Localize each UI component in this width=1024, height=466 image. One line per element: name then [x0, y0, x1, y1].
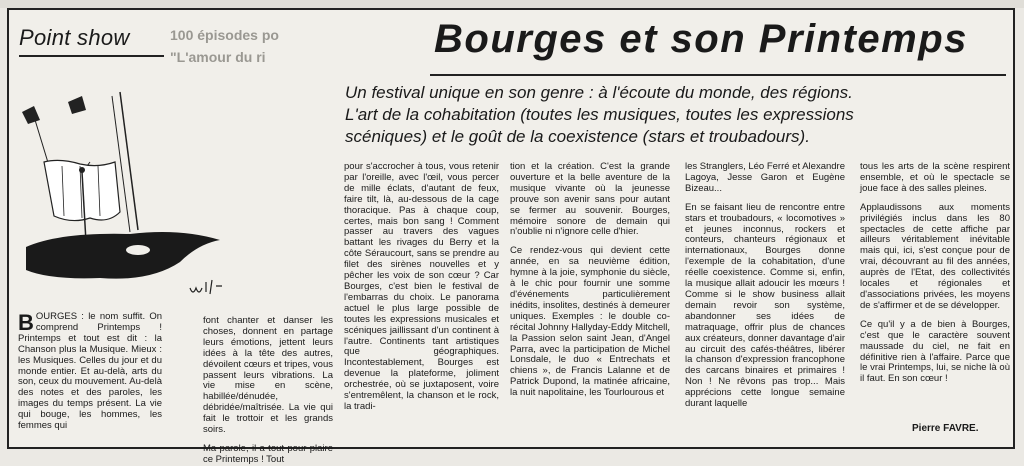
- adjacent-article-fragment: [170, 24, 345, 90]
- body-column-6: [860, 162, 1010, 418]
- body-column-3: [344, 162, 499, 440]
- adjacent-fragment-line: 100 épisodes po: [170, 27, 279, 43]
- body-paragraph: les Stranglers, Léo Ferré et Alexandre Lagoya, Jesse Garon et Eugène Bizeau...: [685, 161, 846, 194]
- drop-cap: B: [18, 310, 34, 335]
- illustrator-signature: [190, 280, 222, 294]
- body-column-1: [18, 312, 162, 438]
- body-paragraph: [18, 312, 162, 432]
- body-paragraph: Applaudissons aux moments privilégiés inclus dans les 80 spectacles de cette affiche par ailleurs véritablement inévitable mais qui, ici, s'est conçue pour de vrai, découvrant au fil des années, auprès de l'Etat, des collectivités locales et régionales et d'associations privées, les moyens de s'affirmer et de se développer.: [860, 201, 1010, 311]
- body-paragraph: Ce qu'il y a de bien à Bourges, c'est que le caractère souvent maussade du ciel, ne fait en définitive rien à l'affaire. Parce que le vrai Printemps, lui, se niche là où il faut. En son cœur !: [860, 318, 1010, 385]
- standfirst-line: L'art de la cohabitation (toutes les musiques, toutes les expressions: [345, 105, 854, 124]
- body-column-2: [203, 315, 333, 465]
- guitar-neck: [120, 92, 138, 230]
- body-column-4: [510, 162, 670, 440]
- microphone-icon: [79, 167, 85, 173]
- section-rubric: [19, 25, 164, 57]
- body-paragraph: pour s'accrocher à tous, vous retenir par l'oreille, avec l'œil, vous percer de mille éclats, d'autant de feux, faire tilt, là, au-dessous de la cage thoracique. Pas à chaque coup, certes, mais bon sang ! Comment passer au travers des vagues battant les rivages du Berry et la côte Séraucourt, sans se prendre au filet des sirènes nouvelles et y pêcher les voix de son cœur ? Car Bourges, c'est bien le festival de l'embarras du choix. Le panorama actuel le plus large possible de toutes les expressions musicales et scéniques jaillissant d'un continent à l'autre. Continents tant artistiques que géographiques. Incontestablement, Bourges est devenue la plateforme, joliment orchestrée, où se juxtaposent, voire s'entremêlent, la chanson et le rock, la tradi-: [344, 161, 499, 412]
- standfirst-line: scéniques) et le goût de la coexistence (stars et troubadours).: [345, 127, 810, 146]
- body-paragraph: tous les arts de la scène respirent ensemble, et où le spectacle se joue face à des salles pleines.: [860, 161, 1010, 194]
- body-column-5: [685, 162, 845, 440]
- standfirst-line: Un festival unique en son genre : à l'écoute du monde, des régions.: [345, 83, 853, 102]
- adjacent-page-edge: [0, 0, 1024, 8]
- headline-block: [430, 14, 1006, 76]
- sound-hole: [126, 245, 150, 255]
- body-text: OURGES : le nom suffit. On comprend Printemps ! Printemps et tout est dit : la Chanson plus la Musique. Mieux : les Musiques. Celles du jour et du monde entier. Et au-delà, arts du son, ceux du mouvement. Au-delà des notes et des paroles, les images du temps présent. La vie qui bouge, les hommes, les femmes qui: [18, 311, 162, 432]
- standfirst: [345, 82, 1010, 148]
- rubric-label: Point show: [19, 25, 130, 50]
- body-paragraph: Ce rendez-vous qui devient cette année, en sa neuvième édition, hymne à la joie, symphonie du siècle, à le chic pour fournir une somme d'événements particulièrement inédits, insolites, destinés à demeurer uniques. Exemples : le double co-récital Johnny Hallyday-Eddy Mitchell, la Passion selon saint Jean, d'Angel Parra, avec la participation de Michel Lonsdale, le duo « Entrechats et chiens », de Francis Lalanne et de Patrick Dupond, la matinée africaine, la nuit napolitaine, les Tourlourous et: [510, 245, 670, 399]
- body-paragraph: tion et la création. C'est la grande ouverture et la belle aventure de la musique vivante où la jeunesse prouve son avenir sans pour autant se fermer au souvenir. Bourges, mémoire sonore de demain qui n'oublie ni n'ignore celle d'hier.: [510, 161, 670, 238]
- byline: Pierre FAVRE.: [912, 423, 979, 434]
- illustration-guitar-stage: [20, 92, 225, 307]
- spotlight-lamp: [22, 106, 40, 124]
- spotlight-lamp: [68, 96, 86, 114]
- adjacent-fragment-line: "L'amour du ri: [170, 49, 266, 65]
- body-paragraph: En se faisant lieu de rencontre entre stars et troubadours, « locomotives » et jeunes inconnus, rockers et conteurs, chanteurs régionaux et internationaux, Bourges donne l'exemple de la cohabitation, d'une réelle coexistence. Comme si, enfin, la musique allait adoucir les mœurs ! Comme si le show business allait demain revoir son système, abandonner ses idées de matraquage, offrir plus de chances aux créateurs, donner davantage d'air au circuit des cafés-théâtres, libérer la chanson d'expression francophone des carcans binaires et primaires ! Non ! Ne rêvons pas trop... Mais apprécions cette longue semaine durant laquelle: [685, 201, 845, 410]
- body-paragraph: font chanter et danser les choses, donnent en partage leurs émotions, jettent leurs idées à la tête des autres, dévoilent cœurs et tripes, vous passent leurs vibrations. La vie mise en scène, habillée/dénudée, débridée/maîtrisée. La vie qui fait le trottoir et les grands soirs.: [203, 315, 333, 436]
- guitar-body-stage: [26, 232, 220, 279]
- body-paragraph: Ma parole, il a tout pour plaire ce Printemps ! Tout: [203, 442, 333, 465]
- headline: Bourges et son Printemps: [434, 17, 968, 61]
